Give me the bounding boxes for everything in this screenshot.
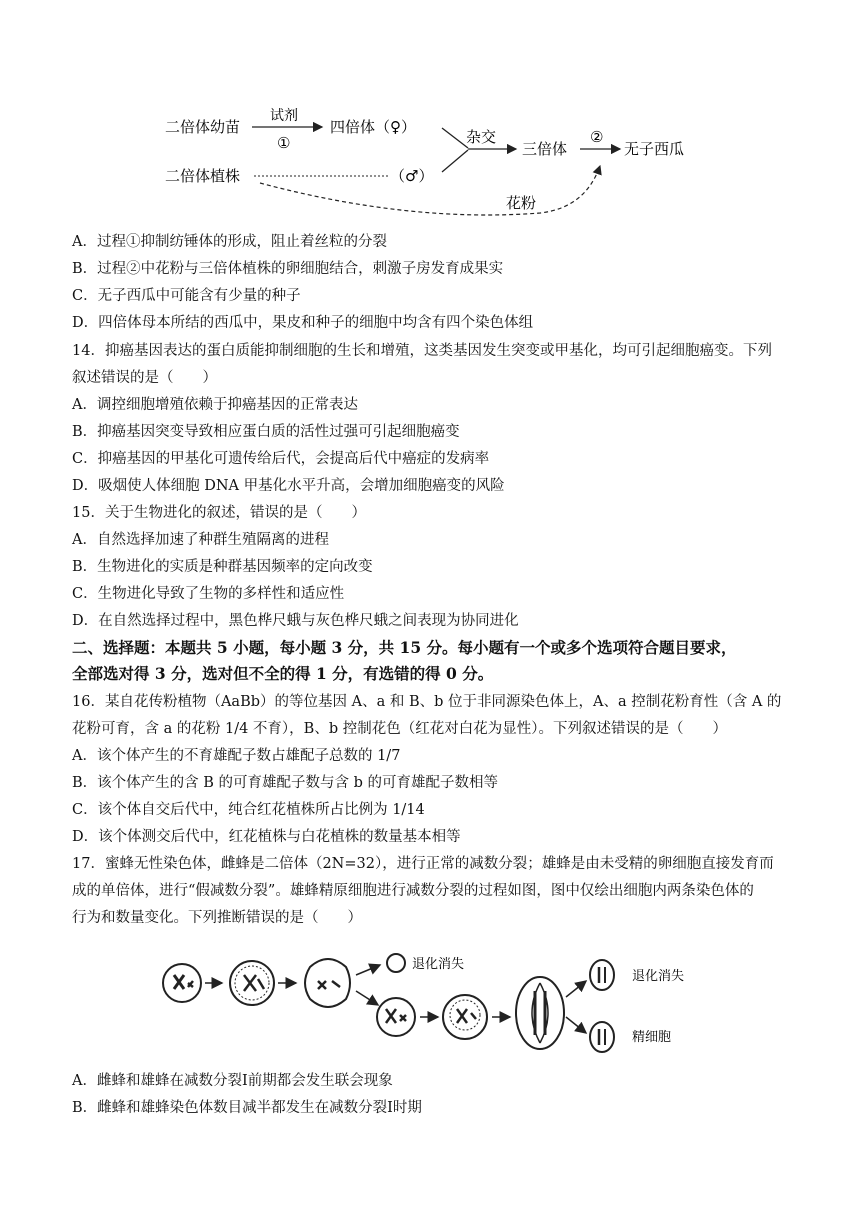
q14-stem-2: 叙述错误的是（ ） bbox=[72, 370, 217, 386]
q17-stem-2: 成的单倍体，进行“假减数分裂”。雄蜂精原细胞进行减数分裂的过程如图，图中仅绘出细胞内两条染色体的 bbox=[72, 883, 754, 899]
q13-option-c: C．无子西瓜中可能含有少量的种子 bbox=[72, 288, 301, 304]
q16-stem-2: 花粉可育，含 a 的花粉 1/4 不育），B、b 控制花色（红花对白花为显性）。下列叙述错误的是（ ） bbox=[72, 721, 727, 737]
label-degenerate-1: 退化消失 bbox=[412, 957, 465, 972]
label-pollen: 花粉 bbox=[506, 194, 537, 212]
label-seedless: 无子西瓜 bbox=[624, 140, 685, 158]
merge-line-top bbox=[442, 128, 468, 148]
q14-option-d: D．吸烟使人体细胞 DNA 甲基化水平升高，会增加细胞癌变的风险 bbox=[72, 478, 505, 494]
degenerate-cell-2 bbox=[590, 960, 614, 990]
chromosome-1b bbox=[188, 981, 193, 987]
label-sperm: 精细胞 bbox=[632, 1030, 672, 1045]
label-male: （♂） bbox=[390, 167, 434, 185]
label-cross: 杂交 bbox=[466, 128, 497, 146]
label-tetraploid: 四倍体（♀） bbox=[330, 118, 416, 136]
breeding-diagram bbox=[150, 98, 710, 223]
q17-stem-1: 17．蜜蜂无性染色体，雌蜂是二倍体（2N=32），进行正常的减数分裂；雄蜂是由未受精的卵细胞直接发育而 bbox=[72, 856, 774, 872]
section2-heading-2: 全部选对得 3 分，选对但不全的得 1 分，有选错的得 0 分。 bbox=[72, 664, 494, 683]
q15-option-a: A．自然选择加速了种群生殖隔离的进程 bbox=[72, 532, 329, 548]
q16-option-b: B．该个体产生的含 B 的可育雄配子数与含 b 的可育雄配子数相等 bbox=[72, 775, 499, 791]
degenerate-cell-1 bbox=[387, 954, 405, 972]
chromosome-2a bbox=[244, 975, 264, 991]
arrow-up-2 bbox=[566, 981, 586, 997]
section2-heading-1: 二、选择题：本题共 5 小题，每小题 3 分，共 15 分。每小题有一个或多个选项符合题目要求， bbox=[72, 638, 737, 657]
q15-option-d: D．在自然选择过程中，黑色桦尺蛾与灰色桦尺蛾之间表现为协同进化 bbox=[72, 613, 519, 629]
q13-option-a: A．过程①抑制纺锤体的形成，阻止着丝粒的分裂 bbox=[72, 234, 387, 250]
arrow-down bbox=[356, 991, 378, 1005]
q14-stem-1: 14．抑癌基因表达的蛋白质能抑制细胞的生长和增殖，这类基因发生突变或甲基化，均可引起细胞癌变。下列 bbox=[72, 343, 772, 359]
meiosis-diagram bbox=[160, 945, 720, 1060]
cell-2-inner bbox=[235, 966, 269, 1000]
label-diploid-plant: 二倍体植株 bbox=[165, 167, 241, 185]
label-step2: ② bbox=[590, 128, 604, 146]
q17-option-b: B．雌蜂和雄蜂染色体数目减半都发生在减数分裂Ⅰ时期 bbox=[72, 1100, 422, 1116]
cell-5 bbox=[443, 995, 487, 1039]
cell-1 bbox=[163, 964, 201, 1002]
q17-option-a: A．雌蜂和雄蜂在减数分裂Ⅰ前期都会发生联会现象 bbox=[72, 1073, 393, 1089]
cell-4 bbox=[377, 998, 415, 1036]
label-degenerate-2: 退化消失 bbox=[632, 969, 685, 984]
q14-option-b: B．抑癌基因突变导致相应蛋白质的活性过强可引起细胞癌变 bbox=[72, 424, 460, 440]
label-step1: ① bbox=[277, 134, 291, 152]
label-triploid: 三倍体 bbox=[522, 140, 568, 158]
q16-stem-1: 16．某自花传粉植物（AaBb）的等位基因 A、a 和 B、b 位于非同源染色体上，A、a 控制花粉育性（含 A 的 bbox=[72, 694, 782, 710]
cell-6 bbox=[516, 977, 564, 1049]
q13-option-d: D．四倍体母本所结的西瓜中，果皮和种子的细胞中均含有四个染色体组 bbox=[72, 315, 534, 331]
cell-5-inner bbox=[450, 1000, 480, 1030]
merge-line-bottom bbox=[442, 150, 468, 172]
label-diploid-seedling: 二倍体幼苗 bbox=[165, 118, 241, 136]
arrow-up bbox=[356, 965, 380, 975]
cell-2 bbox=[230, 961, 274, 1005]
q15-stem: 15．关于生物进化的叙述，错误的是（ ） bbox=[72, 505, 366, 521]
chromosome-4 bbox=[386, 1009, 406, 1023]
q16-option-c: C．该个体自交后代中，纯合红花植株所占比例为 1/14 bbox=[72, 802, 425, 818]
chromosome-3 bbox=[318, 981, 340, 989]
q13-option-b: B．过程②中花粉与三倍体植株的卵细胞结合，刺激子房发育成果实 bbox=[72, 261, 504, 277]
chromosome-5 bbox=[457, 1009, 476, 1023]
q16-option-d: D．该个体测交后代中，红花植株与白花植株的数量基本相等 bbox=[72, 829, 461, 845]
q16-option-a: A．该个体产生的不育雄配子数占雄配子总数的 1/7 bbox=[72, 748, 401, 764]
cell-3 bbox=[305, 959, 350, 1007]
q14-option-a: A．调控细胞增殖依赖于抑癌基因的正常表达 bbox=[72, 397, 358, 413]
arrow-down-2 bbox=[566, 1017, 586, 1033]
q14-option-c: C．抑癌基因的甲基化可遗传给后代，会提高后代中癌症的发病率 bbox=[72, 451, 490, 467]
sperm-cell bbox=[590, 1022, 614, 1052]
label-reagent: 试剂 bbox=[270, 108, 298, 124]
q15-option-c: C．生物进化导致了生物的多样性和适应性 bbox=[72, 586, 345, 602]
chromosome-1a bbox=[174, 975, 184, 989]
q17-stem-3: 行为和数量变化。下列推断错误的是（ ） bbox=[72, 910, 362, 926]
q15-option-b: B．生物进化的实质是种群基因频率的定向改变 bbox=[72, 559, 373, 575]
